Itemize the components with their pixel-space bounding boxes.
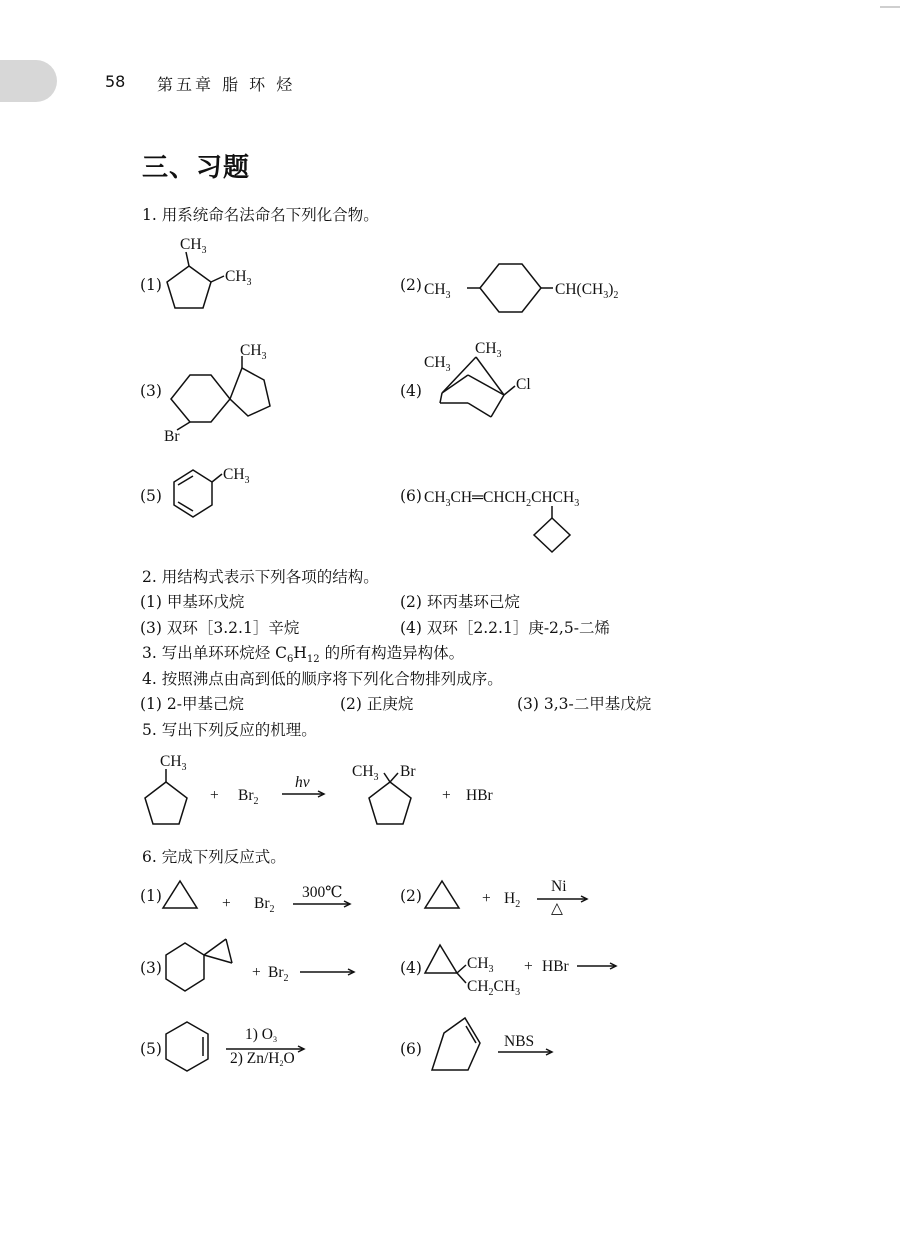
q6-r5-cond1: 1) O3: [245, 1026, 277, 1044]
q6-r4-et: $CH_2CH_3$: [467, 978, 521, 998]
q1-text: 1. 用系统命名法命名下列化合物。: [142, 206, 379, 224]
q1-s2-right: $CH(CH_3)_2$: [555, 281, 619, 301]
q6-label-4: (4): [400, 959, 422, 977]
q1-label-2: (2): [400, 276, 422, 294]
q6-label-5: (5): [140, 1040, 162, 1058]
q6-r4-reagent: HBr: [542, 958, 569, 975]
q6-r1-reagent: $Br_2$: [254, 895, 275, 915]
q6-r2-cond-top: Ni: [551, 878, 567, 895]
q6-r6-cond: NBS: [504, 1033, 535, 1050]
q1-s4-me2: $CH_3$: [475, 340, 502, 360]
q6-r1-plus: +: [222, 895, 231, 912]
q5-prod-br: Br: [400, 763, 416, 780]
q6-reaction-2: [420, 872, 600, 917]
q1-label-6: (6): [400, 487, 422, 505]
q6-label-3: (3): [140, 959, 162, 977]
q1-structure-6: [420, 480, 610, 560]
q6-r4-plus: +: [524, 958, 533, 975]
q6-r2-plus: +: [482, 890, 491, 907]
q1-s2-left: $CH_3$: [424, 281, 451, 301]
q6-r3-reagent: $Br_2$: [268, 964, 289, 984]
q6-label-1: (1): [140, 887, 162, 905]
q6-r4-me: $CH_3$: [467, 955, 494, 975]
chapter-title: 第五章 脂 环 烃: [157, 75, 296, 94]
q6-r3-plus: +: [252, 964, 261, 981]
q1-s3-me: $CH_3$: [240, 342, 267, 362]
q1-s5-me: $CH_3$: [223, 466, 250, 486]
section-title: 三、习题: [142, 153, 251, 183]
q6-reaction-1: [160, 875, 370, 920]
q5-text: 5. 写出下列反应的机理。: [142, 721, 317, 739]
page-number: 58: [105, 72, 126, 91]
q3-text: 3. 写出单环环烷烃 $C_6H_{12}$ 的所有构造异构体。: [142, 644, 465, 666]
q5-cond: hv: [295, 774, 310, 791]
q1-s4-cl: Cl: [516, 376, 531, 393]
q1-label-5: (5): [140, 487, 162, 505]
q5-br2: $Br_2$: [238, 787, 259, 807]
q1-s6-formula: $CH_3CH═CHCH_2CHCH_3$: [424, 489, 580, 509]
q1-structure-4: [420, 335, 570, 430]
q5-reaction: [130, 745, 530, 835]
page-tab-marker: [0, 60, 57, 102]
corner-rule: [880, 6, 900, 8]
q2-item-3: (3) 双环［3.2.1］辛烷: [140, 619, 300, 637]
q1-structure-2: [420, 255, 630, 325]
q1-s1-right: $CH_3$: [225, 268, 252, 288]
q4-item-1: (1) 2-甲基己烷: [140, 695, 244, 713]
q5-prod-me: $CH_3$: [352, 763, 379, 783]
q6-reaction-3: [160, 935, 370, 1000]
q1-s1-top: $CH_3$: [180, 236, 207, 256]
q5-ch3: $CH_3$: [160, 753, 187, 773]
q1-structure-1: [160, 230, 270, 315]
q6-reaction-4: [420, 935, 630, 1000]
q2-text: 2. 用结构式表示下列各项的结构。: [142, 568, 379, 586]
q1-s4-me1: $CH_3$: [424, 354, 451, 374]
q1-structure-3: [160, 340, 290, 450]
q6-label-2: (2): [400, 887, 422, 905]
q6-r5-cond2: 2) Zn/H2O: [230, 1050, 295, 1068]
q6-r2-reagent: $H_2$: [504, 890, 521, 910]
q2-item-1: (1) 甲基环戊烷: [140, 593, 245, 611]
q6-reaction-5: [160, 1015, 330, 1080]
q4-item-3: (3) 3,3-二甲基戊烷: [517, 695, 652, 713]
q2-item-2: (2) 环丙基环己烷: [400, 593, 520, 611]
q1-structure-5: [160, 460, 270, 530]
q4-item-2: (2) 正庚烷: [340, 695, 414, 713]
q6-text: 6. 完成下列反应式。: [142, 848, 286, 866]
q1-s3-br: Br: [164, 428, 180, 445]
q5-plus-1: +: [210, 787, 219, 804]
q6-reaction-6: [420, 1015, 570, 1080]
q6-label-6: (6): [400, 1040, 422, 1058]
q6-r1-cond: 300℃: [302, 884, 343, 901]
q1-label-3: (3): [140, 382, 162, 400]
q6-r2-cond-bottom: △: [551, 900, 563, 917]
q4-text: 4. 按照沸点由高到低的顺序将下列化合物排列成序。: [142, 670, 503, 688]
q5-plus-2: +: [442, 787, 451, 804]
q1-label-4: (4): [400, 382, 422, 400]
q2-item-4: (4) 双环［2.2.1］庚-2,5-二烯: [400, 619, 610, 637]
q1-label-1: (1): [140, 276, 162, 294]
q5-hbr: HBr: [466, 787, 493, 804]
